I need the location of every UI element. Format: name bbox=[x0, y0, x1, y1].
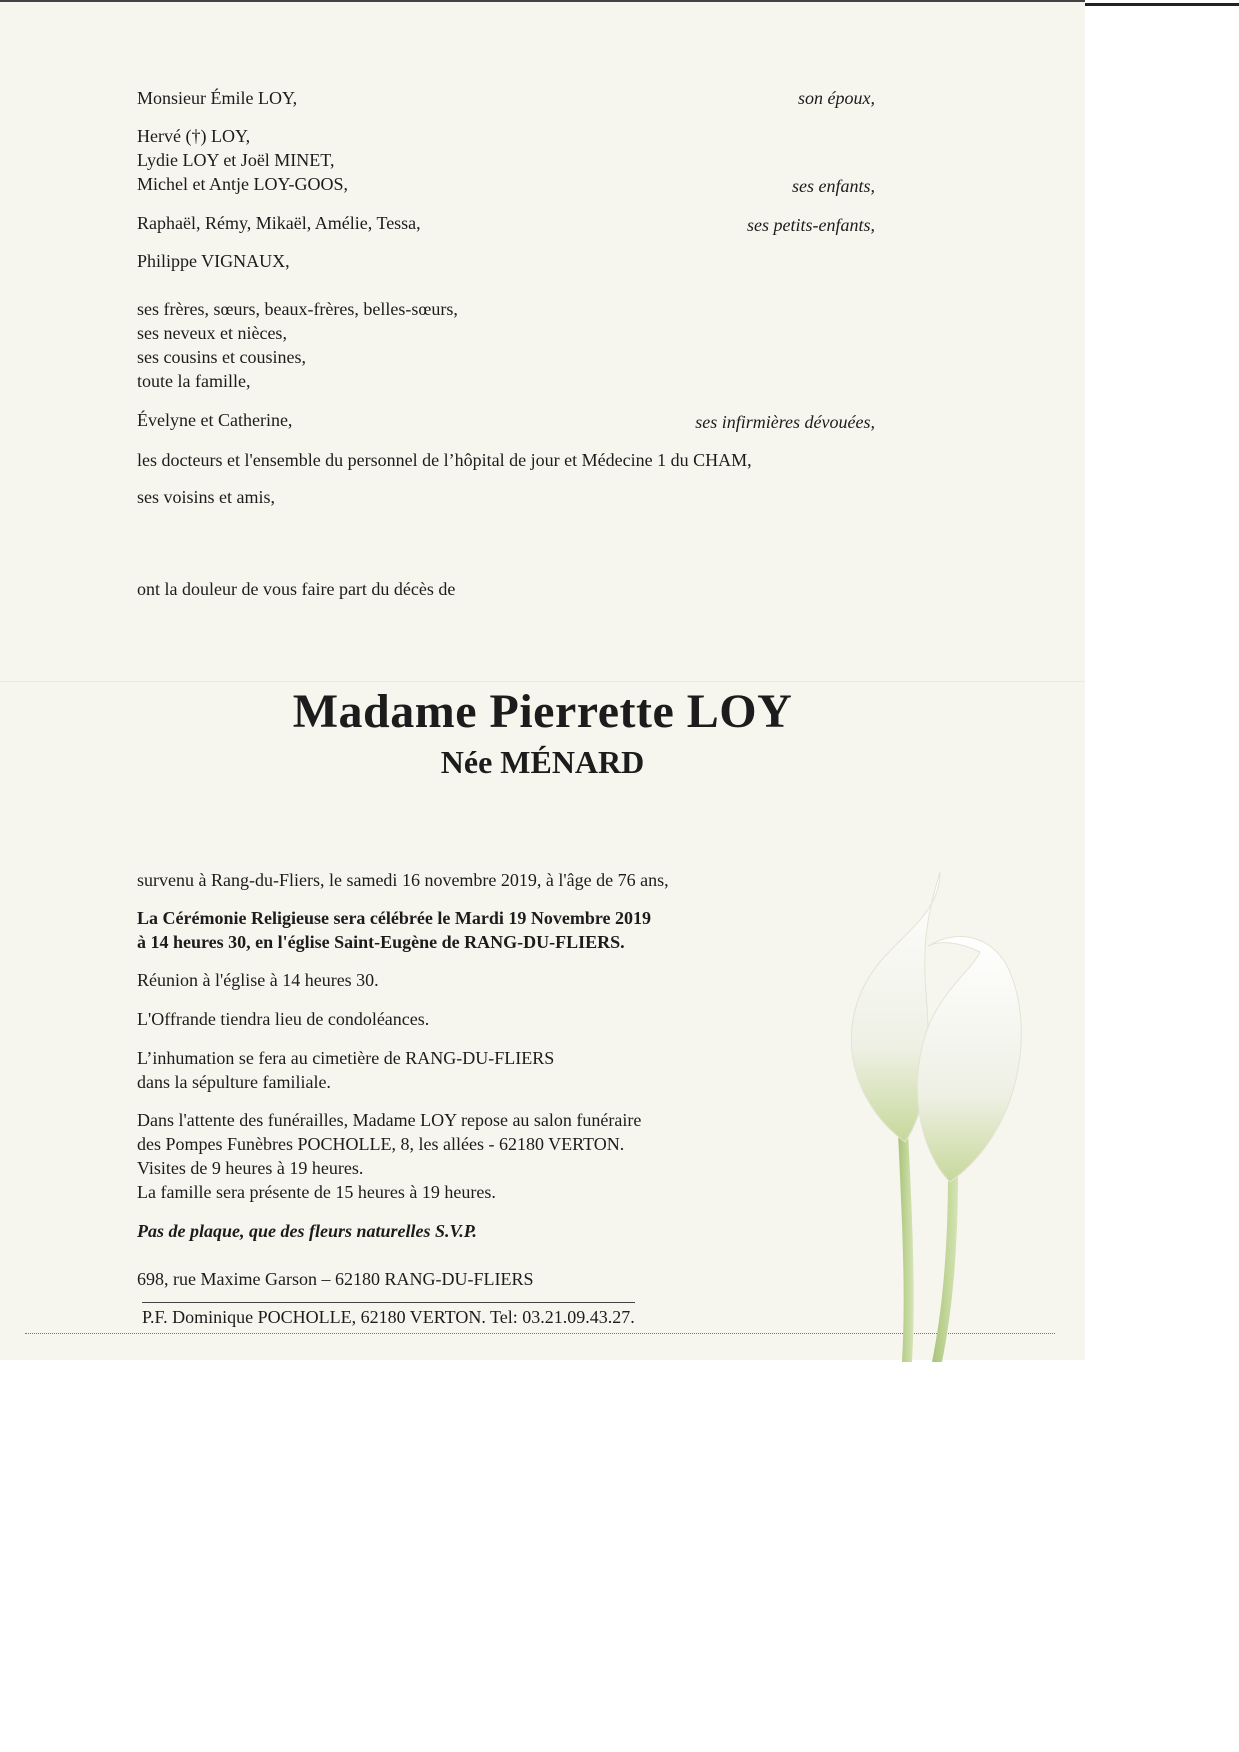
ceremony-line-2: à 14 heures 30, en l'église Saint-Eugène de RANG-DU-FLIERS. bbox=[137, 932, 625, 952]
nurses-role: ses infirmières dévouées, bbox=[695, 412, 875, 432]
ceremony-line-1: La Cérémonie Religieuse sera célébrée le Mardi 19 Novembre 2019 bbox=[137, 908, 652, 928]
flowers-note: Pas de plaque, que des fleurs naturelles S.V.P. bbox=[137, 1221, 477, 1241]
grandchildren-role: ses petits-enfants, bbox=[747, 215, 875, 235]
announcement: ont la douleur de vous faire part du décès de bbox=[137, 579, 456, 599]
calla-lily-icon bbox=[810, 872, 1040, 1362]
funeral-home: P.F. Dominique POCHOLLE, 62180 VERTON. Tel: 03.21.09.43.27. bbox=[142, 1302, 635, 1329]
card-fold bbox=[0, 681, 1085, 683]
rest-line-1: Dans l'attente des funérailles, Madame LOY repose au salon funéraire bbox=[137, 1110, 642, 1130]
relatives-3: ses cousins et cousines, bbox=[137, 347, 306, 367]
burial-line-2: dans la sépulture familiale. bbox=[137, 1072, 331, 1092]
offering: L'Offrande tiendra lieu de condoléances. bbox=[137, 1009, 430, 1029]
deceased-name: Madame Pierrette LOY bbox=[292, 685, 793, 738]
spouse-name: Monsieur Émile LOY, bbox=[137, 88, 298, 108]
top-rule-dark bbox=[1085, 3, 1239, 6]
nurses: Évelyne et Catherine, bbox=[137, 410, 293, 430]
spouse-role: son époux, bbox=[798, 88, 875, 108]
rest-line-4: La famille sera présente de 15 heures à 19 heures. bbox=[137, 1182, 496, 1202]
meeting: Réunion à l'église à 14 heures 30. bbox=[137, 970, 379, 990]
address: 698, rue Maxime Garson – 62180 RANG-DU-FLIERS bbox=[137, 1269, 534, 1289]
neighbors: ses voisins et amis, bbox=[137, 487, 275, 507]
relatives-4: toute la famille, bbox=[137, 371, 251, 391]
maiden-name: Née MÉNARD bbox=[440, 744, 645, 780]
doctors: les docteurs et l'ensemble du personnel de l’hôpital de jour et Médecine 1 du CHAM, bbox=[137, 450, 752, 470]
child-2: Lydie LOY et Joël MINET, bbox=[137, 150, 335, 170]
other-relative: Philippe VIGNAUX, bbox=[137, 251, 290, 271]
rest-line-2: des Pompes Funèbres POCHOLLE, 8, les allées - 62180 VERTON. bbox=[137, 1134, 625, 1154]
child-3: Michel et Antje LOY-GOOS, bbox=[137, 174, 348, 194]
grandchildren: Raphaël, Rémy, Mikaël, Amélie, Tessa, bbox=[137, 213, 421, 233]
relatives-2: ses neveux et nièces, bbox=[137, 323, 287, 343]
death-notice: survenu à Rang-du-Fliers, le samedi 16 novembre 2019, à l'âge de 76 ans, bbox=[137, 870, 669, 890]
relatives-1: ses frères, sœurs, beaux-frères, belles-sœurs, bbox=[137, 299, 458, 319]
burial-line-1: L’inhumation se fera au cimetière de RANG-DU-FLIERS bbox=[137, 1048, 555, 1068]
rest-line-3: Visites de 9 heures à 19 heures. bbox=[137, 1158, 364, 1178]
children-role: ses enfants, bbox=[792, 176, 875, 196]
child-1: Hervé (†) LOY, bbox=[137, 126, 251, 146]
obituary-card bbox=[0, 2, 1085, 1360]
